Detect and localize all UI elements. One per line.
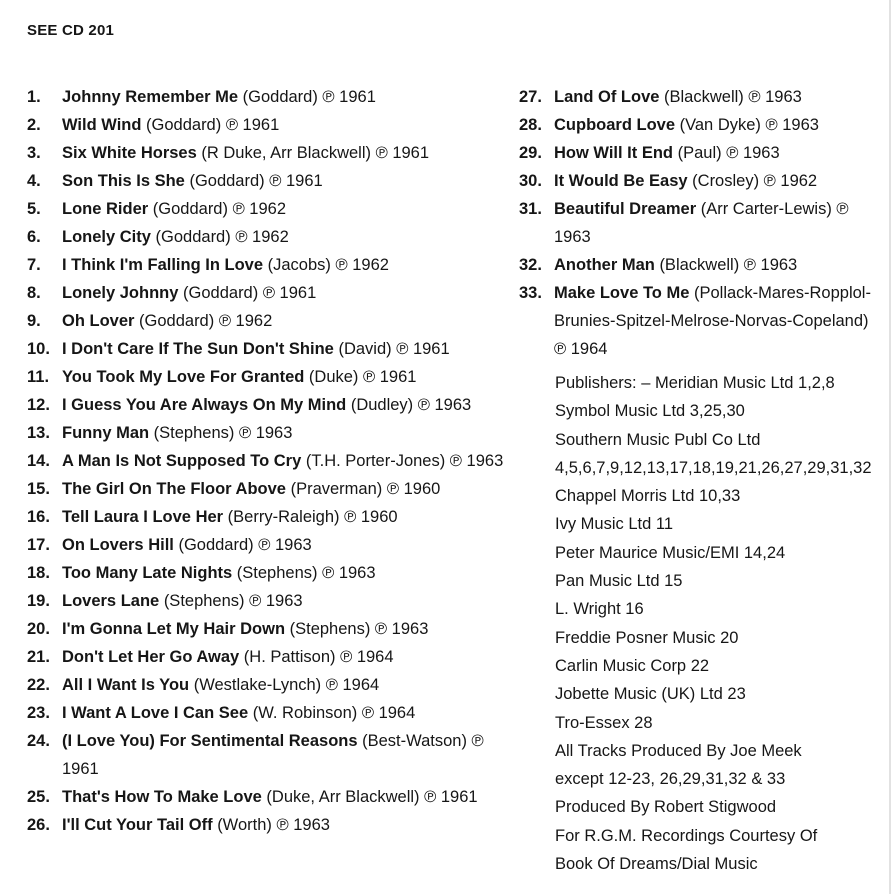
track-item — [519, 139, 879, 167]
track-credits: (Worth) ℗ 1963 — [217, 816, 330, 834]
track-item — [27, 167, 507, 195]
track-number: 18. — [27, 564, 50, 582]
track-credits: (Stephens) ℗ 1963 — [289, 620, 429, 638]
track-item — [27, 335, 507, 363]
track-item — [27, 587, 507, 615]
track-title: On Lovers Hill — [62, 536, 174, 554]
track-title: That's How To Make Love — [62, 788, 262, 806]
track-number: 7. — [27, 256, 41, 274]
track-number: 22. — [27, 676, 50, 694]
track-number: 19. — [27, 592, 50, 610]
publisher-line: Tro-Essex 28 — [555, 713, 653, 732]
track-title: Another Man — [554, 256, 655, 274]
track-number: 16. — [27, 508, 50, 526]
track-title: Land Of Love — [554, 88, 660, 106]
track-credits: (Blackwell) ℗ 1963 — [664, 88, 802, 106]
track-number: 26. — [27, 816, 50, 834]
publisher-line: Freddie Posner Music 20 — [555, 628, 739, 647]
track-title: You Took My Love For Granted — [62, 368, 305, 386]
track-number: 32. — [519, 256, 542, 274]
track-credits: (Goddard) ℗ 1961 — [242, 88, 376, 106]
publisher-line: Pan Music Ltd 15 — [555, 572, 683, 591]
track-item — [27, 419, 507, 447]
publisher-line: Symbol Music Ltd 3,25,30 — [555, 402, 745, 421]
track-credits: (Goddard) ℗ 1961 — [189, 172, 323, 190]
track-title: Lovers Lane — [62, 592, 160, 610]
track-number: 23. — [27, 704, 50, 722]
track-credits: (Best-Watson) ℗ 1961 — [62, 732, 484, 778]
publisher-line: Publishers: – Meridian Music Ltd 1,2,8 — [555, 374, 835, 392]
track-title: I'll Cut Your Tail Off — [62, 816, 213, 834]
track-item — [27, 447, 507, 475]
publisher-line: Southern Music Publ Co Ltd — [555, 430, 761, 449]
publishers-credits — [519, 369, 879, 878]
track-number: 11. — [27, 368, 50, 386]
track-credits: (W. Robinson) ℗ 1964 — [252, 704, 416, 722]
track-credits: (Duke, Arr Blackwell) ℗ 1961 — [266, 788, 478, 806]
track-credits: (Blackwell) ℗ 1963 — [659, 256, 798, 274]
publisher-line: Ivy Music Ltd 11 — [555, 515, 673, 534]
track-credits: (Goddard) ℗ 1962 — [155, 228, 289, 246]
track-number: 24. — [27, 732, 50, 750]
track-title: (I Love You) For Sentimental Reasons — [62, 732, 358, 750]
track-number: 12. — [27, 396, 50, 414]
publisher-line: All Tracks Produced By Joe Meek — [555, 741, 802, 760]
track-credits: (Stephens) ℗ 1963 — [163, 592, 303, 610]
track-credits: (Goddard) ℗ 1961 — [183, 284, 317, 302]
track-item — [27, 139, 507, 167]
track-title: Funny Man — [62, 424, 150, 442]
track-credits: (Pollack-Mares-Ropplol-Brunies-Spitzel-Melrose-Norvas-Copeland) ℗ 1964 — [554, 284, 871, 358]
track-number: 28. — [519, 116, 542, 134]
publisher-line: Chappel Morris Ltd 10,33 — [555, 487, 741, 506]
track-title: All I Want Is You — [62, 676, 190, 694]
track-item — [519, 279, 879, 363]
track-item — [27, 531, 507, 559]
track-title: Make Love To Me — [554, 284, 690, 302]
track-title: I Guess You Are Always On My Mind — [62, 396, 347, 414]
track-title: Too Many Late Nights — [62, 564, 233, 582]
track-item — [519, 111, 879, 139]
track-credits: (T.H. Porter-Jones) ℗ 1963 — [305, 452, 504, 470]
track-number: 17. — [27, 536, 50, 554]
track-credits: (Praverman) ℗ 1960 — [290, 480, 441, 498]
track-title: I Think I'm Falling In Love — [62, 256, 264, 274]
track-title: I'm Gonna Let My Hair Down — [62, 620, 286, 638]
right-column — [519, 83, 879, 878]
publisher-line: 4,5,6,7,9,12,13,17,18,19,21,26,27,29,31,32 — [555, 458, 872, 477]
track-title: I Want A Love I Can See — [62, 704, 249, 722]
track-title: I Don't Care If The Sun Don't Shine — [62, 340, 334, 358]
track-item — [27, 699, 507, 727]
track-title: It Would Be Easy — [554, 172, 688, 190]
track-title: Tell Laura I Love Her — [62, 508, 224, 526]
track-number: 30. — [519, 172, 542, 190]
track-number: 1. — [27, 88, 41, 106]
track-title: Son This Is She — [62, 172, 185, 190]
track-title: A Man Is Not Supposed To Cry — [62, 452, 302, 470]
track-item — [27, 195, 507, 223]
track-number: 13. — [27, 424, 50, 442]
track-item — [27, 251, 507, 279]
track-number: 2. — [27, 116, 41, 134]
publisher-line: Carlin Music Corp 22 — [555, 656, 710, 675]
track-list-left — [27, 83, 507, 839]
track-credits: (Stephens) ℗ 1963 — [236, 564, 376, 582]
track-credits: (R Duke, Arr Blackwell) ℗ 1961 — [201, 144, 430, 162]
track-title: The Girl On The Floor Above — [62, 480, 286, 498]
track-item — [27, 475, 507, 503]
track-item — [27, 363, 507, 391]
track-title: Lonely Johnny — [62, 284, 179, 302]
track-credits: (Arr Carter-Lewis) ℗ 1963 — [554, 200, 849, 246]
track-credits: (Crosley) ℗ 1962 — [692, 172, 818, 190]
publisher-line: Produced By Robert Stigwood — [555, 798, 777, 817]
track-title: Lone Rider — [62, 200, 149, 218]
publisher-line: Book Of Dreams/Dial Music — [555, 855, 758, 874]
track-number: 25. — [27, 788, 50, 806]
track-credits: (Stephens) ℗ 1963 — [153, 424, 293, 442]
track-number: 9. — [27, 312, 41, 330]
track-title: Beautiful Dreamer — [554, 200, 697, 218]
track-credits: (Goddard) ℗ 1962 — [152, 200, 287, 218]
track-item — [27, 783, 507, 811]
track-item — [27, 643, 507, 671]
track-credits: (H. Pattison) ℗ 1964 — [243, 648, 394, 666]
track-number: 10. — [27, 340, 50, 358]
track-title: Lonely City — [62, 228, 151, 246]
track-credits: (Goddard) ℗ 1963 — [178, 536, 312, 554]
track-number: 15. — [27, 480, 50, 498]
track-number: 27. — [519, 88, 542, 106]
track-item — [27, 307, 507, 335]
publisher-line: For R.G.M. Recordings Courtesy Of — [555, 826, 818, 845]
track-title: Johnny Remember Me — [62, 88, 239, 106]
track-title: Wild Wind — [62, 116, 142, 134]
publisher-line: except 12-23, 26,29,31,32 & 33 — [555, 770, 786, 789]
track-number: 8. — [27, 284, 41, 302]
track-item — [27, 503, 507, 531]
track-credits: (Westlake-Lynch) ℗ 1964 — [193, 676, 380, 694]
track-item — [27, 83, 507, 111]
track-item — [27, 111, 507, 139]
track-number: 20. — [27, 620, 50, 638]
track-item — [27, 811, 507, 839]
track-item — [27, 279, 507, 307]
track-item — [27, 391, 507, 419]
track-number: 29. — [519, 144, 542, 162]
track-item — [519, 167, 879, 195]
track-number: 14. — [27, 452, 50, 470]
track-number: 5. — [27, 200, 41, 218]
track-item — [27, 559, 507, 587]
track-credits: (Jacobs) ℗ 1962 — [267, 256, 389, 274]
track-item — [519, 83, 879, 111]
publisher-line: Jobette Music (UK) Ltd 23 — [555, 685, 746, 704]
track-number: 6. — [27, 228, 41, 246]
track-title: Cupboard Love — [554, 116, 676, 134]
track-number: 3. — [27, 144, 41, 162]
track-item — [27, 671, 507, 699]
track-credits: (Dudley) ℗ 1963 — [350, 396, 472, 414]
track-credits: (Duke) ℗ 1961 — [308, 368, 417, 386]
track-title: Oh Lover — [62, 312, 135, 330]
track-item — [519, 195, 879, 251]
track-item — [27, 223, 507, 251]
track-number: 21. — [27, 648, 50, 666]
track-item — [27, 615, 507, 643]
track-number: 4. — [27, 172, 41, 190]
track-credits: (Goddard) ℗ 1961 — [146, 116, 280, 134]
track-credits: (David) ℗ 1961 — [338, 340, 450, 358]
publisher-line: Peter Maurice Music/EMI 14,24 — [555, 543, 786, 562]
track-item — [519, 251, 879, 279]
track-number: 31. — [519, 200, 542, 218]
track-title: How Will It End — [554, 144, 674, 162]
publisher-line: L. Wright 16 — [555, 600, 644, 619]
track-credits: (Goddard) ℗ 1962 — [139, 312, 273, 330]
track-number: 33. — [519, 284, 542, 302]
track-title: Six White Horses — [62, 144, 197, 162]
track-title: Don't Let Her Go Away — [62, 648, 240, 666]
catalog-number: SEE CD 201 — [27, 22, 115, 39]
track-list-right — [519, 83, 879, 363]
track-credits: (Berry-Raleigh) ℗ 1960 — [227, 508, 398, 526]
track-credits: (Van Dyke) ℗ 1963 — [679, 116, 819, 134]
track-item — [27, 727, 507, 783]
track-credits: (Paul) ℗ 1963 — [677, 144, 780, 162]
